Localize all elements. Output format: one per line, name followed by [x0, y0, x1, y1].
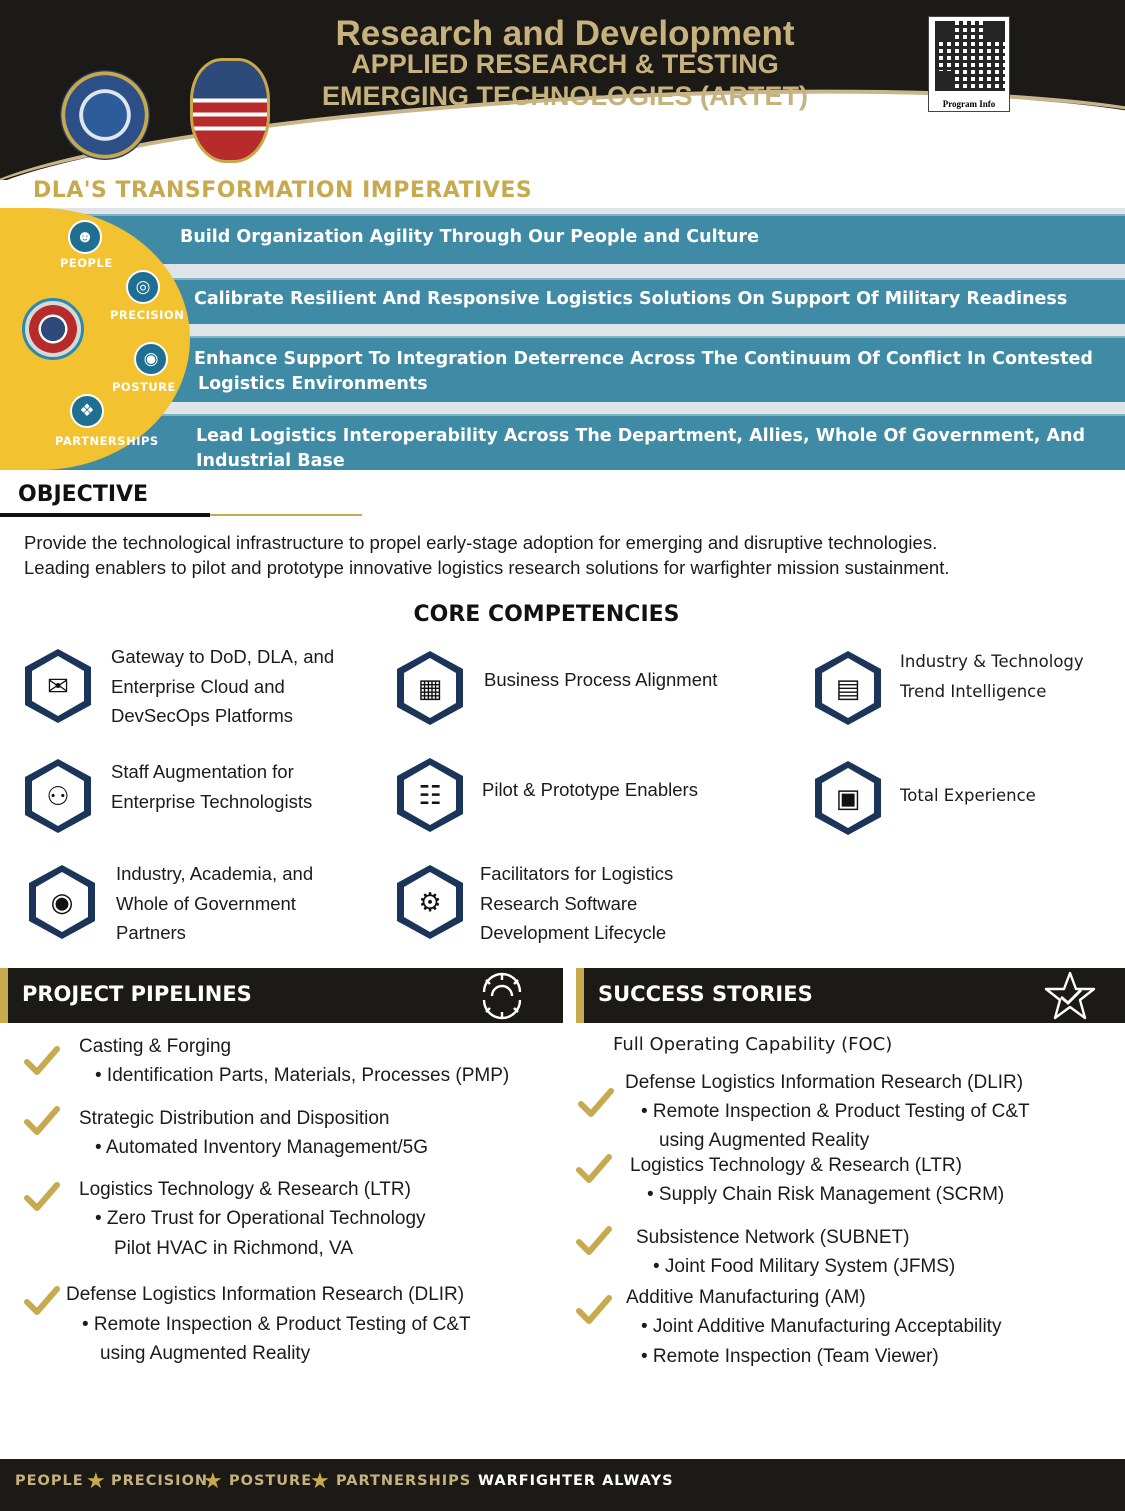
project-pipelines-title: PROJECT PIPELINES — [22, 982, 252, 1006]
success-bullet: • Joint Food Military System (JFMS) — [653, 1256, 956, 1277]
email-address-link[interactable]: Maniphone.Sourivong@dla.mil — [765, 145, 1044, 166]
success-bullet: • Remote Inspection & Product Testing of C&T — [641, 1101, 1030, 1122]
monitor-team-icon — [810, 758, 886, 838]
objective-text — [24, 530, 1114, 580]
pipeline-heading: Defense Logistics Information Research (DLIR) — [66, 1284, 465, 1305]
svg-text:▦: ▦ — [417, 674, 443, 704]
footer-item-precision: PRECISION — [111, 1473, 209, 1489]
contact-email[interactable] — [733, 145, 1043, 167]
core-competencies-title: CORE COMPETENCIES — [413, 602, 680, 627]
footer-tagline: WARFIGHTER ALWAYS — [478, 1473, 674, 1489]
checkmark-icon — [576, 1295, 612, 1325]
success-stories-header — [576, 968, 1125, 1023]
core-competency-label: Gateway to DoD, DLA, and Enterprise Cloud and DevSecOps Platforms — [111, 646, 335, 726]
success-bullet: • Remote Inspection (Team Viewer) — [641, 1346, 939, 1367]
footer-item-people: PEOPLE — [15, 1473, 84, 1489]
checkmark-icon — [24, 1182, 60, 1212]
imperative-bar-partnerships — [0, 414, 1125, 470]
imperatives-title: DLA'S TRANSFORMATION IMPERATIVES — [33, 178, 533, 203]
checkmark-icon — [576, 1154, 612, 1184]
pipeline-bullet: using Augmented Reality — [100, 1343, 311, 1364]
svg-text:⚇: ⚇ — [46, 782, 70, 812]
pipeline-bullet: • Identification Parts, Materials, Processes (PMP) — [95, 1065, 510, 1086]
pipeline-bullet: • Zero Trust for Operational Technology — [95, 1208, 426, 1229]
imperative-text: Enhance Support To Integration Deterrence Across The Continuum Of Conflict In Contested — [194, 349, 1093, 369]
success-bullet: • Supply Chain Risk Management (SCRM) — [647, 1184, 1005, 1205]
growth-chart-icon — [810, 648, 886, 728]
gear-icon — [474, 970, 530, 1022]
pipeline-heading: Casting & Forging — [79, 1036, 232, 1057]
objective-line-2: Leading enablers to pilot and prototype innovative logistics research solutions for warfighter mission sustainment. — [24, 557, 950, 578]
core-competency-label: Pilot & Prototype Enablers — [482, 779, 698, 800]
checkmark-icon — [578, 1088, 614, 1118]
success-heading: Defense Logistics Information Research (DLIR) — [625, 1072, 1024, 1093]
dla-seal-logo — [190, 58, 270, 163]
svg-text:✉: ✉ — [47, 672, 69, 702]
star-icon: ★ — [203, 1468, 223, 1493]
core-competency-label: Staff Augmentation for Enterprise Technologists — [111, 761, 313, 812]
strategy-board-icon — [392, 648, 468, 728]
core-competency-label: Industry & Technology Trend Intelligence — [900, 652, 1084, 701]
dod-seal-logo — [60, 70, 150, 160]
footer-item-posture: POSTURE — [229, 1473, 313, 1489]
core-competency-label: Industry, Academia, and Whole of Government Partners — [116, 863, 314, 943]
program-manager-name: Maniphone Sourivong — [901, 117, 1087, 138]
global-network-icon — [24, 862, 100, 942]
svg-text:⚙: ⚙ — [418, 888, 442, 918]
imperative-text: Calibrate Resilient And Responsive Logistics Solutions On Support Of Military Readiness — [194, 289, 1068, 309]
envelope-icon — [733, 146, 759, 166]
subtitle-line-2: EMERGING TECHNOLOGIES (ARTET) — [322, 81, 808, 111]
header-accent — [0, 968, 8, 1023]
map-pin-icon: ◉ — [134, 342, 168, 376]
objective-rule-gold — [210, 514, 362, 516]
success-bullet: using Augmented Reality — [659, 1130, 870, 1151]
program-manager — [728, 117, 1086, 139]
pipeline-bullet: • Automated Inventory Management/5G — [95, 1137, 429, 1158]
target-icon: ◎ — [126, 270, 160, 304]
success-heading: Logistics Technology & Research (LTR) — [630, 1155, 962, 1176]
people-icon: ☻ — [68, 220, 102, 254]
pipeline-heading: Strategic Distribution and Disposition — [79, 1108, 390, 1129]
prototype-report-icon — [392, 755, 468, 835]
qr-caption: Program Info — [942, 99, 996, 109]
star-check-icon — [1042, 970, 1098, 1022]
pipeline-heading: Logistics Technology & Research (LTR) — [79, 1179, 411, 1200]
handshake-icon: ❖ — [70, 394, 104, 428]
success-heading: Subsistence Network (SUBNET) — [636, 1227, 910, 1248]
wheel-label-people: PEOPLE — [60, 256, 113, 270]
program-manager-label: Program Manager: — [728, 117, 896, 138]
imperative-bar-people — [0, 214, 1125, 264]
checkmark-icon — [576, 1226, 612, 1256]
imperative-text-cont: Logistics Environments — [198, 374, 428, 394]
checkmark-icon — [24, 1106, 60, 1136]
wheel-dla-logo — [22, 298, 84, 360]
core-competency-label: Total Experience — [900, 786, 1036, 805]
svg-text:◉: ◉ — [50, 888, 74, 918]
header-accent — [576, 968, 584, 1023]
qr-pattern — [935, 21, 1005, 91]
star-icon: ★ — [86, 1468, 106, 1493]
core-competency-label: Business Process Alignment — [484, 669, 718, 690]
success-intro: Full Operating Capability (FOC) — [613, 1034, 893, 1055]
pipeline-bullet: • Remote Inspection & Product Testing of C&T — [82, 1314, 471, 1335]
project-pipelines-header — [0, 968, 563, 1023]
checkmark-icon — [24, 1046, 60, 1076]
success-heading: Additive Manufacturing (AM) — [626, 1287, 866, 1308]
imperative-text-cont: Industrial Base — [196, 451, 345, 470]
page-subtitle — [300, 48, 830, 112]
objective-line-1: Provide the technological infrastructure to propel early-stage adoption for emerging and disruptive technologies. — [24, 532, 938, 553]
subtitle-line-1: APPLIED RESEARCH & TESTING — [351, 49, 779, 79]
team-board-icon — [20, 756, 96, 836]
gear-lifecycle-icon — [392, 862, 468, 942]
imperative-text: Lead Logistics Interoperability Across The Department, Allies, Whole Of Government, And — [196, 426, 1085, 446]
svg-text:▤: ▤ — [835, 674, 861, 704]
checkmark-icon — [24, 1286, 60, 1316]
success-bullet: • Joint Additive Manufacturing Acceptability — [641, 1316, 1002, 1337]
star-icon: ★ — [310, 1468, 330, 1493]
program-info-qr-code[interactable] — [928, 16, 1010, 112]
chat-plus-icon — [20, 646, 96, 726]
objective-rule — [0, 513, 210, 517]
wheel-label-posture: POSTURE — [112, 380, 176, 394]
objective-title: OBJECTIVE — [18, 482, 149, 507]
footer-item-partnerships: PARTNERSHIPS — [336, 1473, 472, 1489]
success-stories-title: SUCCESS STORIES — [598, 982, 813, 1006]
svg-text:☷: ☷ — [418, 781, 442, 811]
wheel-label-partnerships: PARTNERSHIPS — [55, 434, 159, 448]
svg-text:▣: ▣ — [835, 784, 861, 814]
page-title: Research and Development — [335, 14, 795, 53]
pipeline-bullet: Pilot HVAC in Richmond, VA — [114, 1238, 353, 1259]
core-competency-label: Facilitators for Logistics Research Software Development Lifecycle — [480, 863, 674, 943]
imperative-text: Build Organization Agility Through Our People and Culture — [180, 227, 759, 247]
wheel-label-precision: PRECISION — [110, 308, 185, 322]
